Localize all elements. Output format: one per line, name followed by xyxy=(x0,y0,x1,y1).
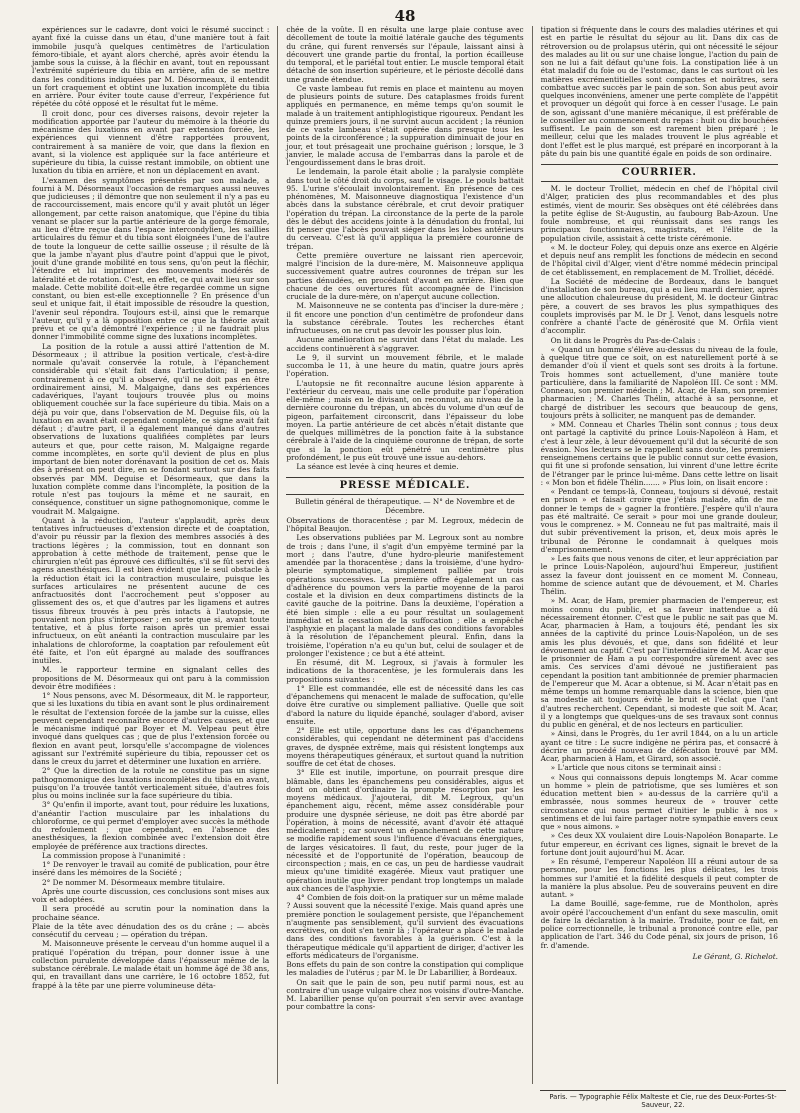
paragraph: » Ainsi, dans le Progrès, du 1er avril 1844, on a lu un article ayant ce titre : Le sucre indigène ne périra pas, et consacré à décrire un procédé nouveau de défécation trouvé par MM. Acar, pharmacien à Ham, et Girard, son associé. xyxy=(540,729,778,763)
paragraph: chée de la voûte. Il en résulta une large plaie contuse avec décollement de toute la moitié latérale gauche des téguments du crâne, qui furent renversés sur l'épaule, laissant ainsi à découvert une grande partie du frontal, la portion écailleuse du temporal, et le pariétal tout entier. Le muscle temporal était détaché de son insertion supérieure, et le périoste décollé dans une grande étendue. xyxy=(286,26,524,84)
paragraph: M. le docteur Trolliet, médecin en chef de l'hôpital civil d'Alger, praticien des plus recommandables et des plus estimés, vient de mourir. Ses obsèques ont été célébrées dans la petite église de St-Augustin, au faubourg Bab-Azoun. Une foule nombreuse, et qui réunissait dans ses rangs les principaux fonctionnaires, magistrats, et l'élite de la population civile, assistait à cette triste cérémonie. xyxy=(540,184,778,243)
paragraph: « M. le docteur Foley, qui depuis onze ans exerce en Algérie et depuis neuf ans remplit les fonctions de médecin en second de l'hôpital civil d'Alger, vient d'être nommé médecin principal de cet établissement, en remplacement de M. Trolliet, décédé. xyxy=(540,242,778,277)
paragraph: Plaie de la tête avec dénudation des os du crâne ; — abcès consécutif du cerveau ; — opération du trépan. xyxy=(32,921,270,939)
column-left xyxy=(24,26,277,1084)
paragraph: L'autopsie ne fit reconnaître aucune lésion apparente à l'extérieur du cerveau, mais une celle produite par l'opération elle-même ; mais en le divisant, on reconnut, au niveau de la dernière couronne du trépan, un abcès du volume d'un œuf de pigeon, parfaitement circonscrit, dans l'épaisseur du lobe moyen. La partie antérieure de cet abcès n'était distante que de quelques millimètres de la ponction faite à la substance cérébrale à l'aide de la cinquième couronne de trépan, de sorte que si la ponction eût pénétré un centimètre plus profondément, le pus eût trouvé une issue au-dehors. xyxy=(286,378,524,462)
paragraph: » En résumé, l'empereur Napoléon III a réuni autour de sa personne, pour les fonctions les plus délicates, les trois hommes sur l'amitié et la fidélité desquels il peut compter de la manière la plus absolue. Peu de souverains peuvent en dire autant. » xyxy=(540,857,778,899)
paragraph: Cette première ouverture ne laissant rien apercevoir, malgré l'incision de la dure-mère, M. Maisonneuve appliqua successivement quatre autres couronnes de trépan sur les parties dénudées, en procédant d'avant en arrière. Bien que chacune de ces ouvertures fût accompagnée de l'incision cruciale de la dure-mère, on n'aperçut aucune collection. xyxy=(286,250,524,301)
page-number: 48 xyxy=(394,7,416,25)
paragraph: On sait que le pain de son, peu nutif parmi nous, est au contraire d'un usage vulgaire chez nos voisins d'outre-Manche. M. Labarillier pense qu'on pourrait s'en servir avec avantage pour combattre la cons- xyxy=(286,977,524,1012)
text-columns xyxy=(24,26,786,1084)
paragraph: tipation si fréquente dans le cours des maladies utérines et qui est en partie le résultat du séjour au lit. Dans dix cas de rétroversion ou de prolapsus utérin, qui ont nécessité le séjour des malades au lit ou sur une chaise longue, l'action du pain de son ne lui a fait défaut qu'une fois. La constipation liée à un état maladif du foie ou de l'estomac, dans le cas surtout où les matières excrémentitielles sont compactes et noirâtres, sera combattue avec succès par le pain de son. Son abus peut avoir quelques inconvéniens, amener une perte complète de l'appétit et provoquer un dégoût qui force à en cesser l'usage. Le pain de son, agissant d'une manière mécanique, il est préférable de le conseiller au commencement du repas : huit ou dix bouchées suffisent. Le pain de son est rarement bien préparé ; le meilleur, celui que les malades trouvent le plus agréable et dont l'effet est le plus marqué, est préparé en incorporant à la pâte du pain bis une quantité égale en poids de son ordinaire. xyxy=(540,26,778,158)
paragraph: Aucune amélioration ne survint dans l'état du malade. Les accidens continuèrent à s'aggraver. xyxy=(286,335,524,353)
paragraph: » M. Acar, de Ham, premier pharmacien de l'empereur, est moins connu du public, et sa faveur inattendue a dû nécessairement étonner. C'est que le public ne sait pas que M. Acar, pharmacien à Ham, a toujours été, pendant les six années de la captivité du prince Louis-Napoléon, un de ses amis les plus dévoués, et que, dans son fidélité et leur dévouement au captif. C'est par l'intermédiaire de M. Acar que le prisonnier de Ham a pu correspondre sûrement avec ses amis. Ces services d'ami dévoué ne justifieraient pas cependant la position tant ambitionnée de premier pharmacien de l'empereur que M. Acar a obtenue, si M. Acar n'était pas en même temps un homme remarquable dans la science, bien que sa modestie ait toujours évité le bruit et l'éclat que l'ant d'autres recherchent. Cependant, si modeste que soit M. Acar, il y a longtemps que quelques-uns de ses travaux sont connus du public en général, et de nos lecteurs en particulier. xyxy=(540,596,778,729)
paragraph: expériences sur le cadavre, dont voici le résumé succinct : ayant fixé la cuisse dans un étau, d'une manière tout à fait immobile jusqu'à quelques centimètres de l'articulation fémoro-tibiale, et ayant alors cherché, après avoir étendu la jambe sous la cuisse, à la fléchir en avant, tout en repoussant l'extrémité supérieure du tibia en arrière, afin de se mettre dans les conditions indiquées par M. Désormeaux, il entendit un fort craquement et obtint une luxation incomplète du tibia en arrière. Pour éviter toute cause d'erreur, l'expérience fut répétée du côté opposé et le résultat fut le même. xyxy=(32,26,270,109)
paragraph: Il croit donc, pour ces diverses raisons, devoir rejeter la modification apportée par l'auteur du mémoire à la théorie du mécanisme des luxations en avant par extension forcée, les expériences qui viennent d'être rapportées prouvent, contrairement à sa manière de voir, que dans la flexion en avant, si la violence est appliquée sur la face antérieure et supérieure du tibia, la cuisse restant immobile, on obtient une luxation du tibia en arrière, et non un déplacement en avant. xyxy=(32,108,270,176)
paragraph: Bons effets du pain de son contre la constipation qui complique les maladies de l'utérus ; par M. le Dr Labarillier, à Bordeaux. xyxy=(286,960,524,978)
paragraph: Après une courte discussion, ces conclusions sont mises aux voix et adoptées. xyxy=(32,886,270,904)
paragraph: » MM. Conneau et Charles Thélin sont connus ; tous deux ont partagé la captivité du prince Louis-Napoléon à Ham, et c'est à leur zèle, à leur dévouement qu'il dut la sécurité de son évasion. Nos lecteurs se le rappellent sans doute, les premiers renseignemens certains que le public connut sur cette évasion, qui fit une si profonde sensation, lui vinrent d'une lettre écrite de l'étranger par le prince lui-même. Dans cette lettre on lisait : « Mon bon et fidèle Thélin....... » Plus loin, on lisait encore : xyxy=(540,420,778,487)
section-heading: COURRIER. xyxy=(541,164,778,182)
printer-imprint: Paris. — Typographie Félix Malteste et Cie, rue des Deux-Portes-St-Sauveur, 22. xyxy=(540,1090,786,1109)
paragraph: 2° Elle est utile, opportune dans les cas d'épanchemens considérables, qui cependant ne déterminent pas d'accidens graves, de dyspnée extrême, mais qui résistent longtemps aux moyens thérapeutiques généraux, et surtout quand la nutrition souffre de cet état de choses. xyxy=(286,726,524,768)
paragraph: La position de la rotule a aussi attiré l'attention de M. Désormeaux ; il attribue la position verticale, c'est-à-dire normale qu'avait conservée la rotule, à l'épanchement considérable qui s'était fait dans l'articulation; il pense, contrairement à ce qu'il a observé, qu'il ne doit pas en être ordinairement ainsi, M. Malgaigne, dans ses expériences cadavériques, l'ayant toujours trouvée plus ou moins obliquement couchée sur la face supérieure du tibia. Mais on a déjà pu voir que, dans l'observation de M. Deguise fils, où la luxation en avant était cependant complète, ce signe avait fait défaut ; d'autre part, il a également manqué dans d'autres observations de luxations qualifiées complètes par leurs auteurs et que, pour cette raison, M. Malgaigne regarde comme incomplètes, en sorte qu'il devient de plus en plus important de bien noter dorénavant la position de cet os. Mais dès à présent on peut dire, en se fondant surtout sur des faits observés par MM. Deguise et Désormeaux, que dans la luxation complète comme dans l'incomplète, la position de la rotule n'est pas toujours la même et ne saurait, en conséquence, constituer un signe pathognomonique, comme le voudrait M. Malgaigne. xyxy=(32,341,270,516)
paragraph: » Ces deux XX voulaient dire Louis-Napoléon Bonaparte. Le futur empereur, en écrivant ces lignes, signait le brevet de la fortune dont jouit aujourd'hui M. Acar. xyxy=(540,831,778,857)
paragraph: « Nous qui connaissons depuis longtemps M. Acar comme un homme » plein de patriotisme, que ses lumières et son éducation mettent bien » au-dessus de la carrière qu'il a embrassée, nous sommes heureux de » trouver cette circonstance qui nous permet d'initier le public à nos » sentimens et de lui faire partager notre sympathie envers ceux que » nous aimons. » xyxy=(540,772,778,831)
paragraph: Quant à la réduction, l'auteur s'applaudit, après deux tentatives infructueuses d'extension directe et de coaptation, d'avoir pu réussir par la flexion des membres associés à des tractions légères ; la commission, tout en donnant son approbation à cette méthode de traitement, pense que le chirurgien n'eût pas éprouvé ces difficultés, s'il se fût servi des agens anesthésiques. Il est bien évident que le seul obstacle à la réduction était ici la contraction musculaire, puisque les surfaces articulaires ne présentent aucune de ces anfractuosités dont l'accrochement peut s'opposer au glissement des os, et que d'autres par les ligamens et autres tissus fibreux trouvés à peu près intacts à l'autopsie, ne pouvaient non plus s'interposer ; en sorte que si, avant toute tentative, et à plus forte raison après un premier essai infructueux, on eût anéanti la contraction musculaire par les inhalations de chloroforme, la coaptation par refoulement eût été faite, et l'on eût épargné au malade des souffrances inutiles. xyxy=(32,515,270,665)
paragraph: 2° De nommer M. Désormeaux membre titulaire. xyxy=(42,877,225,887)
paragraph: Ce vaste lambeau fut remis en place et maintenu au moyen de plusieurs points de suture. Des cataplasmes froids furent appliqués en permanence, en même temps qu'on soumit le malade à un traitement antiphlogistique rigoureux. Pendant les quinze premiers jours, il ne survint aucun accident ; la réunion de ce vaste lambeau s'était opérée dans presque tous les points de la circonférence ; la suppuration diminuait de jour en jour, et tout présageait une prochaine guérison ; lorsque, le 3 janvier, le malade accusa de l'embarras dans la parole et de l'engourdissement dans le bras droit. xyxy=(286,83,524,167)
paragraph: M. Maisonneuve ne se contenta pas d'inciser la dure-mère ; il fit encore une ponction d'un centimètre de profondeur dans la substance cérébrale. Toutes les recherches étant infructueuses, on ne crut pas devoir les pousser plus loin. xyxy=(286,301,524,335)
paragraph: Il sera procédé au scrutin pour la nomination dans la prochaine séance. xyxy=(32,904,270,922)
paragraph: « Quand un homme s'élève au-dessus du niveau de la foule, à quelque titre que ce soit, on est naturellement porté à se demander d'où il vient et quels sont ses droits à la fortune. Trois hommes sont actuellement, d'une manière toute particulière, dans la familiarité de Napoléon III. Ce sont : MM. Conneau, son premier médecin ; M. Acar, de Ham, son premier pharmacien ; M. Charles Thélin, attaché à sa personne, et chargé de distribuer les secours que beaucoup de gens, toujours prêts à solliciter, ne manquent pas de demander. xyxy=(540,344,778,420)
paragraph: En résumé, dit M. Legroux, si j'avais à formuler les indications de la thoracentèse, je les formulerais dans les propositions suivantes : xyxy=(286,658,524,684)
paragraph: 3° Elle est inutile, importune, on pourrait presque dire blâmable, dans les épanchemens peu considérables, aigus et dont on obtient d'ordinaire la prompte résorption par les moyens médicaux. J'ajouterai, dit M. Legroux, qu'un épanchement aigu, récent, même assez considérable pour produire une dyspnée sérieuse, ne doit pas être abordé par l'opération, à moins de nécessité, avant d'avoir été attaqué médicalement ; car souvent un épanchement de cette nature se modifie rapidement sous l'influence d'évacuans énergiques, de larges vésicatoires. Il faut, du reste, pour juger de la nécessité et de l'opportunité de l'opération, beaucoup de circonspection ; mais, en ce cas, un peu de hardiesse vaudrait mieux qu'une timidité exagérée. Mieux vaut pratiquer une opération inutile que livrer pendant trop longtemps un malade aux chances de l'asphyxie. xyxy=(286,768,524,893)
paragraph: » Les faits que nous venons de citer, et leur appréciation par le prince Louis-Napoléon, aujourd'hui Empereur, justifient assez la faveur dont jouissent en ce moment M. Conneau, homme de science autant que de dévouement, et M. Charles Thélin. xyxy=(540,554,778,596)
paragraph: Observations de thoracentèse ; par M. Legroux, médecin de l'hôpital Beaujon. xyxy=(286,515,524,533)
paragraph: La dame Bouillé, sage-femme, rue de Montholon, après avoir opéré l'accouchement d'un enfant du sexe masculin, omit de faire la déclaration à la mairie. Traduite, pour ce fait, en police correctionnelle, le tribunal a prononcé contre elle, par application de l'art. 346 du Code pénal, six jours de prison, 16 fr. d'amende. xyxy=(540,899,778,950)
column-middle xyxy=(277,26,531,1084)
paragraph: M. Maisonneuve présente le cerveau d'un homme auquel il a pratiqué l'opération du trépan, pour donner issue à une collection purulente développée dans l'épaisseur même de la substance cérébrale. Le malade était un homme âgé de 38 ans, qui, en travaillant dans une carrière, le 16 octobre 1852, fut frappé à la tête par une pierre volumineuse déta- xyxy=(32,939,270,990)
paragraph: La Société de médecine de Bordeaux, dans le banquet d'installation de son bureau, qui a eu lieu mardi dernier, après une allocution chaleureuse du président, M. le docteur Gintrac père, a couvert de ses bravos les plus sympathiques des couplets improvisés par M. le Dr J. Venot, dans lesquels notre confrère a chanté l'acte de générosité que M. Orfila vient d'accomplir. xyxy=(540,276,778,336)
editor-signature: Le Gérant, G. Richelot. xyxy=(692,951,778,961)
paragraph: La séance est levée à cinq heures et demie. xyxy=(296,462,459,471)
paragraph: Le 9, il survint un mouvement fébrile, et le malade succomba le 11, à une heure du matin, quatre jours après l'opération. xyxy=(286,352,524,379)
paragraph: La commission propose à l'unanimité : xyxy=(42,850,186,860)
paragraph: 3° Qu'enfin il importe, avant tout, pour réduire les luxations, d'anéantir l'action musculaire par les inhalations du chloroforme, ce qui permet d'employer avec succès la méthode du refoulement ; que cependant, en l'absence des anesthésiques, la flexion combinée avec l'extension doit être employée de préférence aux tractions directes. xyxy=(32,800,270,851)
paragraph: « Pendant ce temps-là, Conneau, toujours si dévoué, restait en prison » et faisait croire que j'étais malade, afin de me donner le temps de » gagner la frontière. J'espère qu'il n'aura pas été maltraité. Ce serait » pour moi une grande douleur, vous le comprenez. » M. Conneau ne fut pas maltraité, mais il dut subir préventivement la prison, et, deux mois après le tribunal de Péronne le condamnait à quelques mois d'emprisonnement. xyxy=(540,487,778,554)
paragraph: 2° Que la direction de la rotule ne constitue pas un signe pathognomonique des luxations incomplètes du tibia en avant, puisqu'on l'a trouvée tantôt verticalement située, d'autres fois plus ou moins inclinée sur la face supérieure du tibia. xyxy=(32,766,270,800)
paragraph: » L'article que nous citons se terminait ainsi : xyxy=(550,763,722,773)
paragraph: Les observations publiées par M. Legroux sont au nombre de trois ; dans l'une, il s'agit d'un empyème terminé par la mort ; dans l'autre, d'une hydro-pleurie manifestement amendée par la thoracentèse ; dans la troisième, d'une hydro-pleurie symptomatique, simplement palliée par trois opérations successives. La première offre également un cas d'adhérence du poumon vers la partie moyenne de la paroi costale et la division en deux compartimens distincts de la cavité gauche de la poitrine. Dans la deuxième, l'opération a été bien simple : elle a eu pour résultat un soulagement immédiat et la cessation de la suffocation ; elle a empêché l'asphyxie en plaçant la malade dans des conditions favorables à la résolution de l'épanchement pleural. Enfin, dans la troisième, l'opération n'a eu qu'un but, celui de soulager et de prolonger l'existence ; ce but a été atteint. xyxy=(286,533,524,658)
paragraph: On lit dans le Progrès du Pas-de-Calais : xyxy=(550,335,701,345)
paragraph: 4° Combien de fois doit-on la pratiquer sur un même malade ? Aussi souvent que la nécessité l'exige. Mais quand après une première ponction le soulagement persiste, que l'épanchement n'augmente pas sensiblement, qu'il survient des évacuations excrétives, on doit s'en tenir là ; l'opérateur a placé le malade dans des conditions favorables à la guérison. C'est à la thérapeutique médicale qu'il appartient de diriger, d'activer les efforts médicateurs de l'organisme. xyxy=(286,893,524,960)
section-heading: PRESSE MÉDICALE. xyxy=(286,477,523,495)
paragraph: 1° De renvoyer le travail au comité de publication, pour être inséré dans les mémoires de la Société ; xyxy=(32,860,270,878)
section-subheading: Bulletin général de thérapeutique. — N° de Novembre et de Décembre. xyxy=(295,497,515,515)
paragraph: Le lendemain, la parole était abolie ; la paralysie complète dans tout le côté droit du corps, sauf le visage. Le pouls battait 95. L'urine s'écoulait involontairement. En présence de ces phénomènes, M. Maisonneuve diagnostiqua l'existence d'un abcès dans la substance cérébrale, et crut devoir pratiquer l'opération du trépan. La circonstance de la perte de la parole dès le début des accidens jointe à la dénudation du frontal, lui fit penser que l'abcès pouvait siéger dans les lobes antérieurs du cerveau. C'est là qu'il appliqua la première couronne de trépan. xyxy=(286,167,524,251)
column-right xyxy=(532,26,786,1084)
paragraph: L'examen des symptômes présentés par son malade, a fourni à M. Désormeaux l'occasion de remarques aussi neuves que judicieuses ; il démontre que non seulement il n'y a pas eu de raccourcissement, mais encore qu'il y avait plutôt un léger allongement, par cette raison anatomique, que l'épine du tibia venant se placer sur la partie antérieure de la gorge fémorale, au lieu d'être reçue dans l'espace intercondylien, les saillies articulaires du fémur et du tibia sont éloignées l'une de l'autre de toute la longueur de cette saillie osseuse ; il résulte de là que la jambe n'ayant plus d'autre point d'appui que le pivot, jouit d'une grande mobilité en tous sens, qu'on peut la fléchir, l'étendre et lui imprimer des mouvements modérés de latéralité et de rotation. C'est, en effet, ce qui avait lieu sur son malade. Cette mobilité doit-elle être regardée comme un signe constant, ou bien est-elle exceptionnelle ? En présence d'un seul et unique fait, il était impossible de résoudre la question, l'avenir seul répondra. Toujours est-il, ainsi que le remarque l'auteur, qu'il y a là opposition entre ce que la théorie avait prévu et ce qu'a démontré l'expérience ; il ne faudrait plus donner l'immobilité comme signe des luxations incomplètes. xyxy=(32,175,270,342)
paragraph: 1° Elle est commandée, elle est de nécessité dans les cas d'épanchemens qui menacent le malade de suffocation, qu'elle doive être curative ou simplement palliative. Quelle que soit d'abord la nature du liquide épanché, soulager d'abord, aviser ensuite. xyxy=(286,683,524,726)
paragraph: M. le rapporteur termine en signalant celles des propositions de M. Désormeaux qui ont paru à la commission devoir être modifiées : xyxy=(32,665,270,691)
paragraph: 1° Nous pensons, avec M. Désormeaux, dit M. le rapporteur, que si les luxations du tibia en avant sont le plus ordinairement le résultat de l'extension forcée de la jambe sur la cuisse, elles peuvent cependant reconnaître encore d'autres causes, et que le mécanisme indiqué par Boyer et M. Velpeau peut être invoqué dans quelques cas ; que de plus l'extension forcée ou flexion en avant peut, lorsqu'elle s'accompagne de violences agissant sur l'extrémité supérieure du tibia, repousser cet os dans le creux du jarret et déterminer une luxation en arrière. xyxy=(32,691,270,766)
